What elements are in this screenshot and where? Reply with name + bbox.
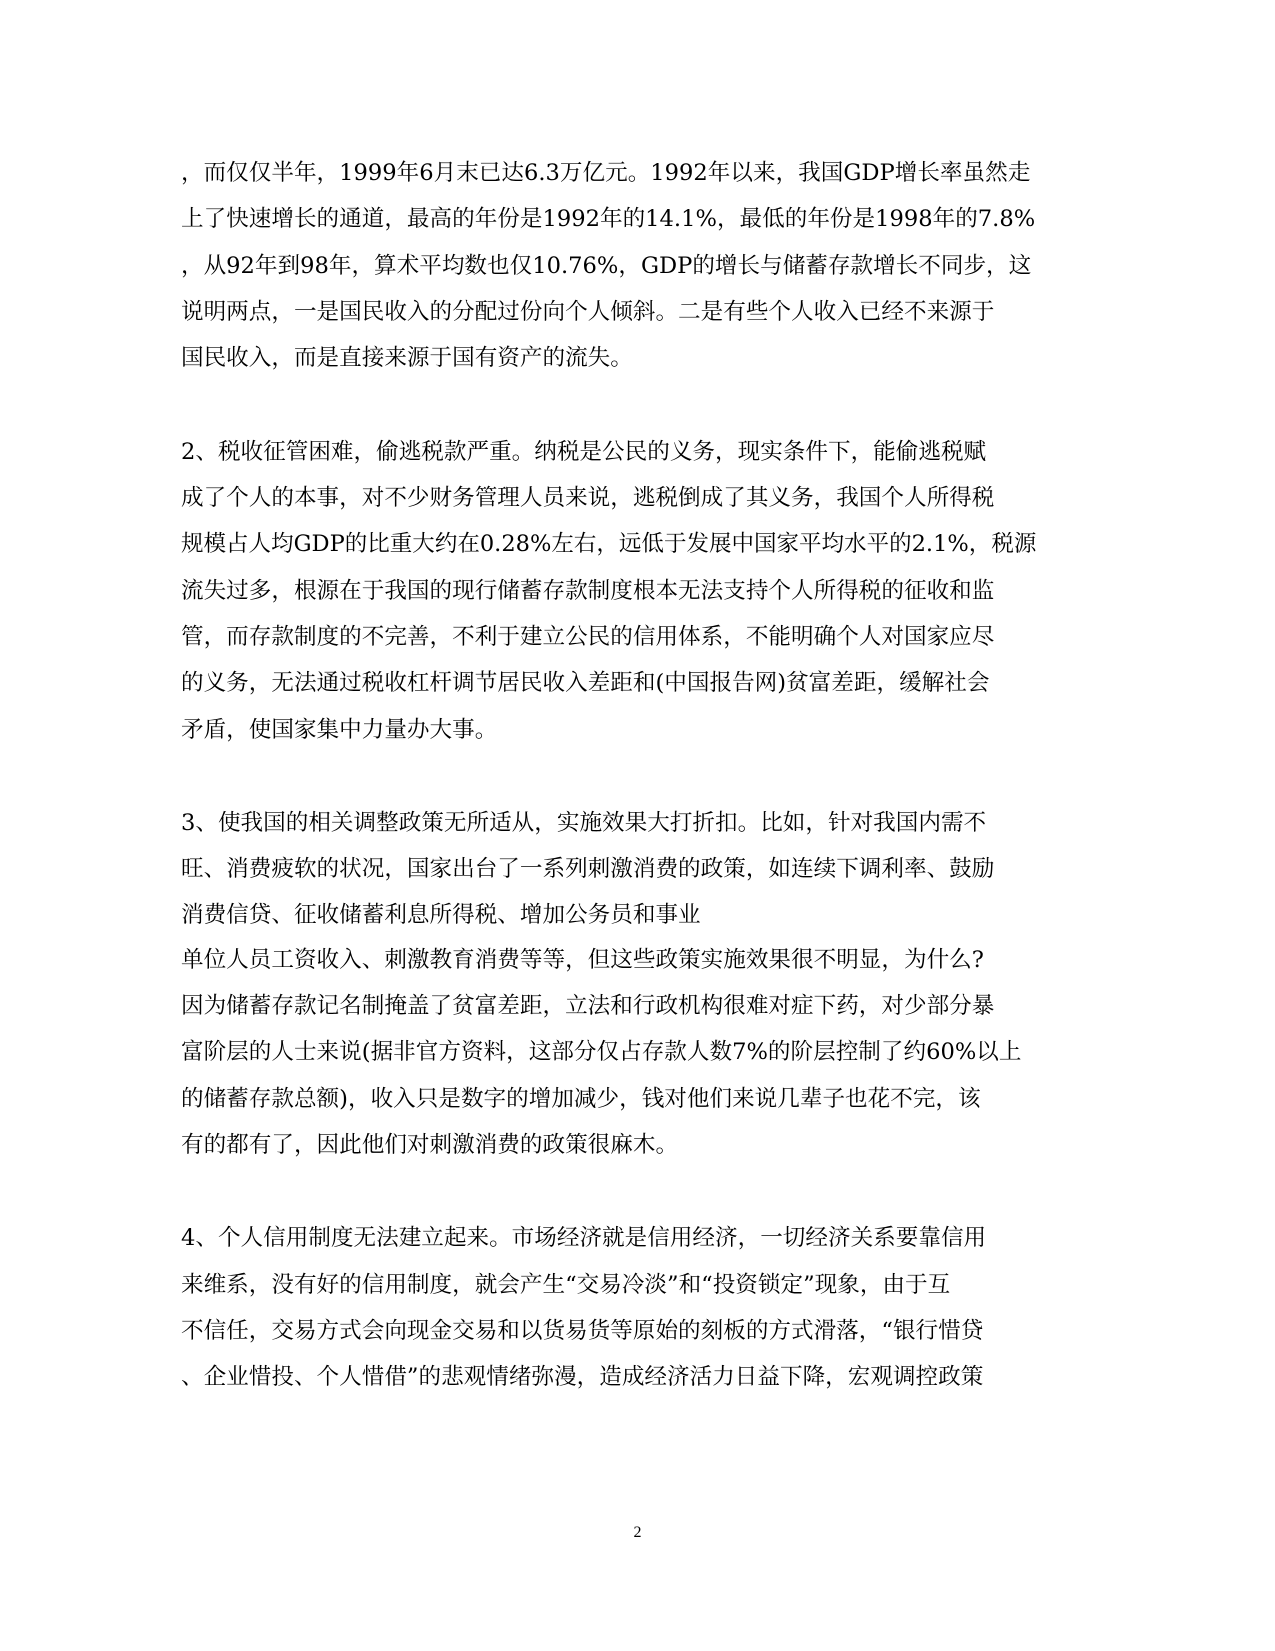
page-number: 2 <box>633 1524 642 1541</box>
paragraph-4-line-4: 、企业惜投、个人惜借”的悲观情绪弥漫，造成经济活力日益下降，宏观调控政策 <box>181 1364 984 1390</box>
paragraph-3-line-2: 旺、消费疲软的状况，国家出台了一系列刺激消费的政策，如连续下调利率、鼓励 <box>181 856 995 882</box>
paragraph-1-line-2: 上了快速增长的通道，最高的年份是1992年的14.1%，最低的年份是1998年的7.8% <box>181 206 1036 232</box>
paragraph-1-line-5: 国民收入，而是直接来源于国有资产的流失。 <box>181 345 633 371</box>
paragraph-2-line-5: 管，而存款制度的不完善，不利于建立公民的信用体系，不能明确个人对国家应尽 <box>181 624 995 650</box>
paragraph-1-line-1: ，而仅仅半年，1999年6月末已达6.3万亿元。1992年以来，我国GDP增长率虽然走 <box>181 160 1031 186</box>
paragraph-2-line-7: 矛盾，使国家集中力量办大事。 <box>181 717 498 743</box>
paragraph-4-line-3: 不信任，交易方式会向现金交易和以货易货等原始的刻板的方式滑落，“银行惜贷 <box>181 1318 984 1344</box>
paragraph-4-line-2: 来维系，没有好的信用制度，就会产生“交易冷淡”和“投资锁定”现象，由于互 <box>181 1272 951 1298</box>
paragraph-3-line-5: 因为储蓄存款记名制掩盖了贫富差距，立法和行政机构很难对症下药，对少部分暴 <box>181 993 995 1019</box>
paragraph-2-line-4: 流失过多，根源在于我国的现行储蓄存款制度根本无法支持个人所得税的征收和监 <box>181 578 995 604</box>
paragraph-2-line-1: 2、税收征管困难，偷逃税款严重。纳税是公民的义务，现实条件下，能偷逃税赋 <box>181 439 987 465</box>
paragraph-2-line-3: 规模占人均GDP的比重大约在0.28%左右，远低于发展中国家平均水平的2.1%，税源 <box>181 531 1037 557</box>
paragraph-1-line-4: 说明两点，一是国民收入的分配过份向个人倾斜。二是有些个人收入已经不来源于 <box>181 299 995 325</box>
paragraph-4-line-1: 4、个人信用制度无法建立起来。市场经济就是信用经济，一切经济关系要靠信用 <box>181 1225 987 1251</box>
paragraph-3-line-1: 3、使我国的相关调整政策无所适从，实施效果大打折扣。比如，针对我国内需不 <box>181 810 987 836</box>
paragraph-2-line-6: 的义务，无法通过税收杠杆调节居民收入差距和(中国报告网)贫富差距，缓解社会 <box>181 670 990 696</box>
paragraph-1-line-3: ，从92年到98年，算术平均数也仅10.76%，GDP的增长与储蓄存款增长不同步，这 <box>181 253 1032 279</box>
paragraph-3-line-3: 消费信贷、征收储蓄利息所得税、增加公务员和事业 <box>181 902 701 928</box>
paragraph-3-line-6: 富阶层的人士来说(据非官方资料，这部分仅占存款人数7%的阶层控制了约60%以上 <box>181 1039 1022 1065</box>
paragraph-2-line-2: 成了个人的本事，对不少财务管理人员来说，逃税倒成了其义务，我国个人所得税 <box>181 485 995 511</box>
paragraph-3-line-4: 单位人员工资收入、刺激教育消费等等，但这些政策实施效果很不明显，为什么? <box>181 947 984 973</box>
paragraph-3-line-8: 有的都有了，因此他们对刺激消费的政策很麻木。 <box>181 1132 679 1158</box>
paragraph-3-line-7: 的储蓄存款总额)，收入只是数字的增加减少，钱对他们来说几辈子也花不完，该 <box>181 1086 981 1112</box>
